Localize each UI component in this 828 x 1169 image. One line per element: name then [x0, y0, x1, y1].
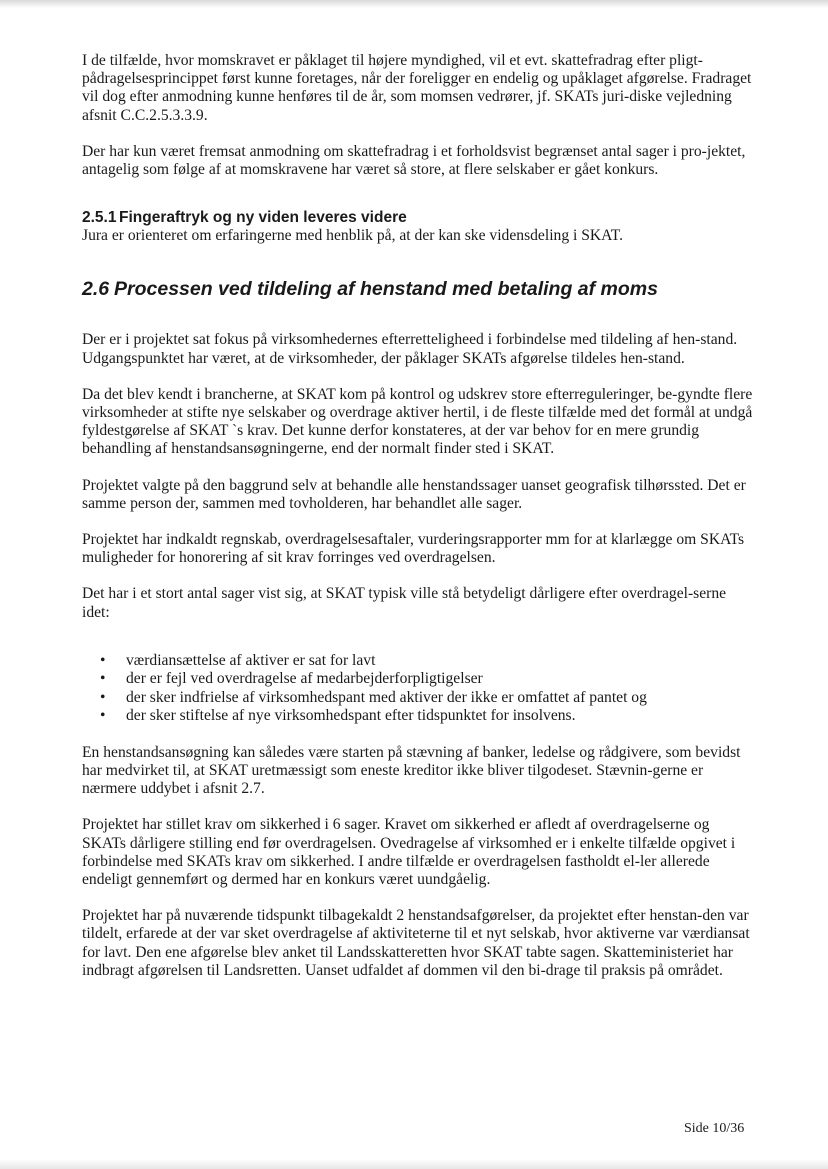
subsection-number: 2.5.1	[82, 209, 117, 227]
document-page	[82, 52, 754, 980]
paragraph-7: Projektet har indkaldt regnskab, overdragelsesaftaler, vurderingsrapporter mm for at klarlægge om SKATs muligheder for honorering af sit krav forringes ved overdragelsen.	[82, 531, 745, 567]
page-number: Side 10/36	[684, 1121, 745, 1136]
paragraph-6: Projektet valgte på den baggrund selv at behandle alle henstandssager uanset geografisk tilhørssted. Det er samme person der, sammen med tovholderen, har behandlet alle sager.	[82, 476, 746, 512]
subsection-heading	[82, 209, 754, 227]
bullet-list	[82, 652, 754, 726]
list-item: • der er fejl ved overdragelse af medarbejderforpligtigelser	[100, 670, 483, 688]
paragraph-11: Projektet har på nuværende tidspunkt tilbagekaldt 2 henstandsafgørelser, da projektet efter henstan-den var tildelt, erfarede at der var sket overdragelse af aktiviteterne til et nyt selskab, hvor aktiverne var værdiansat for lavt. Den ene afgørelse blev anket til Landsskatteretten hvor SKAT tabte sagen. Skatteministeriet har indbragt afgørelsen til Landsretten. Uanset udfaldet af dommen vil den bi-drage til praksis på området.	[82, 907, 750, 979]
list-item: • der sker indfrielse af virksomhedspant med aktiver der ikke er omfattet af pantet og	[100, 688, 647, 706]
bullet-icon: •	[100, 707, 106, 725]
subsection-title: Fingeraftryk og ny viden leveres videre	[119, 209, 407, 227]
paragraph-5: Da det blev kendt i brancherne, at SKAT kom på kontrol og udskrev store efterreguleringer, be-gyndte flere virksomheder at stifte nye selskaber og overdrage aktiver hertil, i de fleste tilfælde med det formål at undgå fyldestgørelse af SKAT `s krav. Det kunne derfor konstateres, at der var behov for en mere grundig behandling af henstandsansøgningerne, end der normalt finder sted i SKAT.	[82, 385, 753, 458]
scan-edge-top	[0, 0, 828, 8]
bullet-icon: •	[100, 651, 106, 669]
paragraph-10: Projektet har stillet krav om sikkerhed i 6 sager. Kravet om sikkerhed er afledt af overdragelserne og SKATs dårligere stilling end før overdragelsen. Ovedragelse af virksomhed er i enkelte tilfælde opgivet i forbindelse med SKATs krav om sikkerhed. I andre tilfælde er overdragelsen fastholdt el-ler allerede endeligt gennemført og dermed har en konkurs været uundgåelig.	[82, 816, 736, 889]
paragraph-3: Jura er orienteret om erfaringerne med henblik på, at der kan ske vidensdeling i SKAT.	[82, 227, 623, 245]
section-heading	[82, 277, 754, 301]
bullet-icon: •	[100, 670, 106, 688]
scan-edge-bottom	[0, 1159, 828, 1169]
list-item: • værdiansættelse af aktiver er sat for lavt	[100, 651, 376, 669]
list-item: • der sker stiftelse af nye virksomhedspant efter tidspunktet for insolvens.	[100, 707, 576, 725]
section-number: 2.6	[82, 278, 110, 301]
bullet-icon: •	[100, 688, 106, 706]
paragraph-1: I de tilfælde, hvor momskravet er påklaget til højere myndighed, vil et evt. skattefradrag efter pligt-pådragelsesprincippet først kunne foretages, når der foreligger en endelig og upåklaget afgørelse. Fradraget vil dog efter anmodning kunne henføres til de år, som momsen vedrører, jf. SKATs juri-diske vejledning afsnit C.C.2.5.3.3.9.	[82, 52, 752, 124]
section-title: Processen ved tildeling af henstand med betaling af moms	[114, 278, 658, 301]
paragraph-9: En henstandsansøgning kan således være starten på stævning af banker, ledelse og rådgivere, som bevidst har medvirket til, at SKAT uretmæssigt som eneste kreditor ikke bliver tilgodeset. Stævnin-gerne er nærmere uddybet i afsnit 2.7.	[82, 743, 741, 798]
paragraph-4: Der er i projektet sat fokus på virksomhedernes efterretteligheed i forbindelse med tildeling af hen-stand. Udgangspunktet har været, at de virksomheder, der påklager SKATs afgørelse tildeles hen-stand.	[82, 331, 738, 367]
paragraph-8: Det har i et stort antal sager vist sig, at SKAT typisk ville stå betydeligt dårligere efter overdragel-serne idet:	[82, 585, 727, 621]
paragraph-2: Der har kun været fremsat anmodning om skattefradrag i et forholdsvist begrænset antal sager i pro-jektet, antagelig som følge af at momskravene har været så store, at flere selskaber er gået konkurs.	[82, 142, 746, 179]
